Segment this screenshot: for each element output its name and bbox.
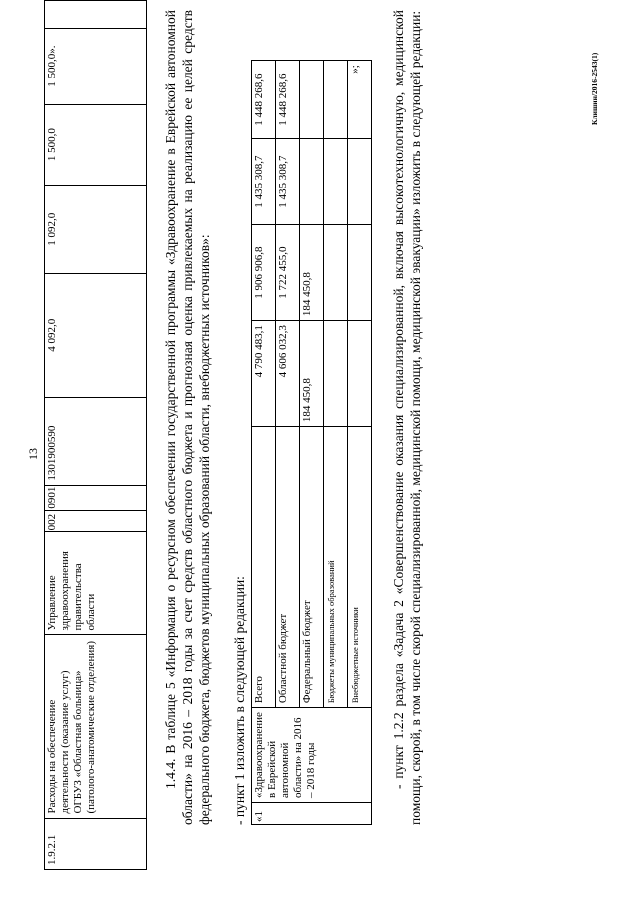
resources-table-row-1921	[44, 0, 147, 870]
source-cell: Бюджеты муниципальных образований	[324, 427, 348, 708]
source-cell: Федеральный бюджет	[300, 427, 324, 708]
code-section-cell: 0901	[45, 485, 147, 510]
source-cell: Внебюджетные источники	[348, 427, 372, 708]
total-cell	[348, 321, 372, 427]
year-2018-cell: 1 448 268,6	[252, 61, 276, 139]
paragraph-1-2-2: - пункт 1.2.2 раздела «Задача 2 «Совершенствование оказания специализированной, включая высокотехнологичную, медицинской помощи, скорой, в том числе скорой специализированной, медицинской помощи, медицинской эвакуации» изложить в следующей редакции:	[391, 10, 423, 825]
page-number: 13	[26, 448, 40, 460]
year-2016-cell: 1 906 906,8	[252, 225, 276, 321]
total-cell: 4 092,0	[45, 273, 147, 397]
program-name-cell: «Здравоохранение в Еврейской автономной области» на 2016 – 2018 годы	[252, 708, 372, 803]
source-cell: Всего	[252, 427, 276, 708]
administrator-cell: Управление здравоохранения правительства области	[45, 532, 147, 635]
year-2018-cell: 1 448 268,6	[276, 61, 300, 139]
total-cell: 4 606 032,3	[276, 321, 300, 427]
table-row	[45, 1, 147, 870]
blank-cell	[45, 1, 147, 29]
paragraph-1-4-4: 1.4.4. В таблице 5 «Информация о ресурсном обеспечении государственной программы «Здравоохранение в Еврейской автономной области» на 2016 – 2018 годы за счет средств областного бюджета и прогнозная оценка привлекаемых на реализацию ее целей средств федерального бюджета, бюджетов муниципальных образований области, внебюджетных источников»:	[163, 10, 212, 825]
footer-document-code: Клишин/2016-2543(1)	[590, 52, 599, 125]
year-2018-cell	[324, 61, 348, 139]
code-article-cell: 1301900590	[45, 397, 147, 485]
source-cell: Областной бюджет	[276, 427, 300, 708]
year-2016-cell: 1 722 455,0	[276, 225, 300, 321]
year-2018-cell: »;	[348, 61, 372, 139]
row-number-cell: 1.9.2.1	[45, 818, 147, 869]
total-cell: 184 450,8	[300, 321, 324, 427]
year-2017-cell	[324, 139, 348, 225]
code-grbs-cell: 002	[45, 510, 147, 532]
year-2018-cell: 1 500,0».	[45, 28, 147, 104]
year-2018-cell	[300, 61, 324, 139]
resources-table-item-1	[251, 60, 372, 825]
item-intro: - пункт 1 изложить в следующей редакции:	[232, 576, 247, 825]
year-2017-cell: 1 435 308,7	[252, 139, 276, 225]
year-2016-cell	[348, 225, 372, 321]
row-name-cell: Расходы на обеспечение деятельности (оказание услуг) ОГБУЗ «Областная больница» (патолого-анатомические отделения)	[45, 635, 147, 818]
year-2017-cell: 1 435 308,7	[276, 139, 300, 225]
year-2016-cell: 184 450,8	[300, 225, 324, 321]
year-2016-cell	[324, 225, 348, 321]
year-2017-cell	[300, 139, 324, 225]
table-row	[252, 61, 276, 825]
year-2017-cell: 1 500,0	[45, 104, 147, 185]
year-2016-cell: 1 092,0	[45, 185, 147, 273]
total-cell: 4 790 483,1	[252, 321, 276, 427]
item-number-cell: «1	[252, 803, 372, 825]
year-2017-cell	[348, 139, 372, 225]
total-cell	[324, 321, 348, 427]
